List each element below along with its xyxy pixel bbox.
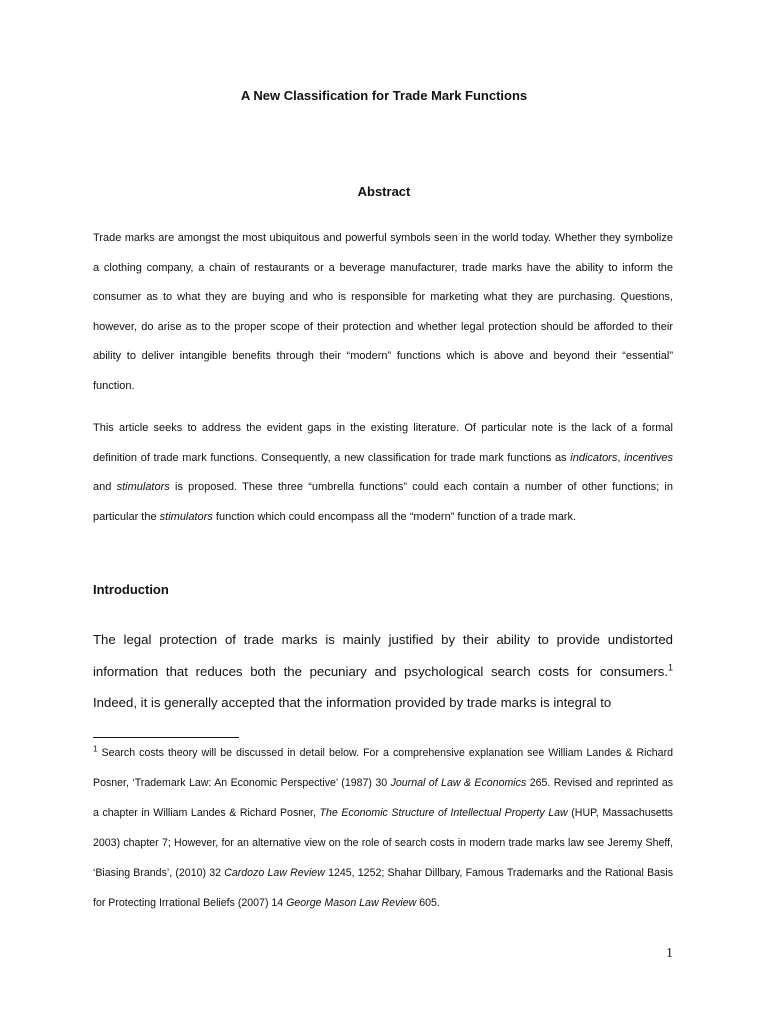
page-number: 1: [666, 946, 673, 961]
abstract-paragraph-2: [93, 414, 673, 532]
introduction-text: Indeed, it is generally accepted that the information provided by trade marks is integral to: [93, 695, 612, 710]
footnote-text: Search costs theory will be discussed in detail below. For a comprehensive explanation see William Landes & Richard Posner, ‘Trademark Law: An Economic Perspective’ (1987) 30: [93, 747, 673, 789]
introduction-paragraph: [93, 624, 673, 719]
footnote-italic: George Mason Law Review: [286, 897, 417, 909]
abstract-paragraph-1: Trade marks are amongst the most ubiquitous and powerful symbols seen in the world today. Whether they symbolize a clothing company, a chain of restaurants or a beverage manufacturer, trade marks have the ability to inform the consumer as to what they are buying and who is responsible for marketing what they are purchasing. Questions, however, do arise as to the proper scope of their protection and whether legal protection should be afforded to their ability to deliver intangible benefits through their “modern” functions which is above and beyond their “essential” function.: [93, 232, 673, 392]
abstract-text: is proposed. These three “umbrella functions” could each contain a number of other functions; in particular the: [93, 481, 673, 523]
abstract-heading: Abstract: [357, 184, 411, 199]
italic-term-incentives: incentives: [624, 451, 673, 464]
introduction-heading: Introduction: [93, 582, 169, 597]
introduction-text: The legal protection of trade marks is mainly justified by their ability to provide undistorted information that reduces both the pecuniary and psychological search costs for consumers.: [93, 632, 673, 679]
abstract-text: function which could encompass all the “modern” function of a trade mark.: [212, 510, 577, 523]
italic-term-stimulators: stimulators: [116, 481, 170, 494]
footnote-italic: The Economic Structure of Intellectual Property Law: [319, 807, 568, 819]
footnote: [93, 738, 673, 918]
footnote-text: 265. Revised and reprinted as a chapter in William Landes & Richard Posner,: [93, 777, 674, 819]
abstract-text: ,: [617, 451, 625, 464]
document-title: A New Classification for Trade Mark Functions: [240, 88, 528, 103]
footnote-text: 1245, 1252; Shahar Dillbary, Famous Trademarks and the Rational Basis for Protecting Irrational Beliefs (2007) 14: [93, 867, 673, 909]
italic-term-indicators: indicators: [570, 451, 618, 464]
footnote-text: 605.: [416, 897, 440, 909]
footnote-italic: Journal of Law & Economics: [390, 777, 527, 789]
footnote-text: (HUP, Massachusetts 2003) chapter 7; However, for an alternative view on the role of search costs in modern trade marks law see Jeremy Sheff, ‘Biasing Brands’, (2010) 32: [93, 807, 673, 879]
footnote-marker: 1: [93, 744, 98, 754]
abstract-text: This article seeks to address the evident gaps in the existing literature. Of particular note is the lack of a formal definition of trade mark functions. Consequently, a new classification for trade mark functions as: [93, 422, 673, 464]
footnote-reference[interactable]: 1: [667, 662, 673, 673]
abstract-text: and: [93, 481, 117, 494]
italic-term-stimulators: stimulators: [159, 510, 213, 523]
footnote-italic: Cardozo Law Review: [224, 867, 325, 879]
